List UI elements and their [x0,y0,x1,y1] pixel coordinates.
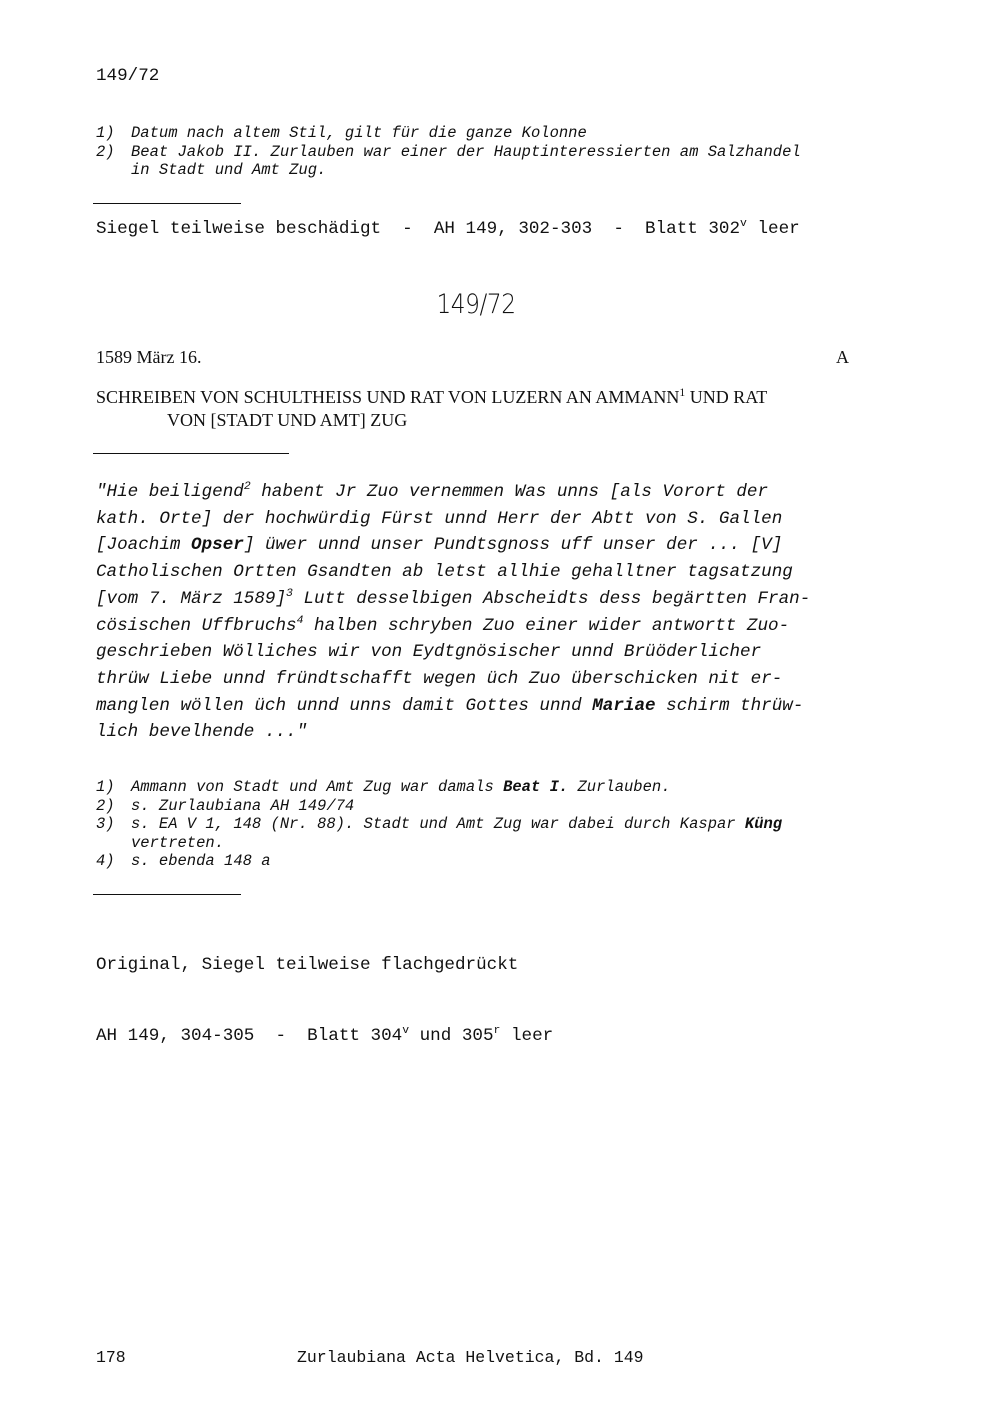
quote-line: cösischen Uffbruchs$^4$ halben schryben Zuo einer wider antwortt Zuo- [96,613,790,636]
footnote-text: Datum nach altem Stil, gilt für die ganze Kolonne [131,124,587,142]
footnote-number: 1) [96,124,115,142]
footnote-number: 2) [96,796,115,815]
quote-line: [Joachim Opser] üwer unnd unser Pundtsgnoss uff unser der ... [V] [96,535,783,556]
separator-rule [93,453,289,454]
quote-line: [vom 7. März 1589]$^3$ Lutt desselbigen Abscheidts dess begärtten Fran- [96,586,811,609]
document-title [96,386,767,432]
previous-source-note: Siegel teilweise beschädigt - AH 149, 302-303 - Blatt 302$^v$ leer [96,217,800,239]
previous-footnotes [96,124,801,180]
footnote: 4) s. ebenda 148 a [96,852,271,871]
page-number: 178 [96,1348,126,1367]
title-line: VON [STADT UND AMT] ZUG [167,410,408,430]
source-line: Original, Siegel teilweise flachgedrückt [96,955,519,975]
footnote [96,143,801,180]
footnote-number: 4) [96,852,115,871]
quote-line: manglen wöllen üch unnd unns damit Gottes unnd Mariae schirm thrüw- [96,695,804,716]
quoted-text [96,479,810,746]
footnote-text: in Stadt und Amt Zug. [131,161,327,180]
source-line: AH 149, 304-305 - Blatt 304$^v$ und 305$^r$ leer [96,1023,554,1046]
footnote-number: 2) [96,142,115,161]
footnote: 1) Ammann von Stadt und Amt Zug war damals Beat I. Zurlauben. [96,778,671,796]
source-note [96,907,553,1072]
footnote: 2) s. Zurlaubiana AH 149/74 [96,796,355,815]
title-line: SCHREIBEN VON SCHULTHEISS UND RAT VON LUZERN AN AMMANN$^1$ UND RAT [96,386,768,407]
quote-line: lich bevelhende ..." [96,722,308,743]
quote-line: thrüw Liebe unnd fründtschafft wegen üch Zuo überschicken nit er- [96,668,783,689]
footnote-number: 1) [96,778,115,796]
document-date: 1589 März 16. [96,347,202,367]
footnote [96,124,801,143]
quote-line: "Hie beiligend$^2$ habent Jr Zuo vernemmen Was unns [als Vorort der [96,480,769,502]
quote-line: Catholischen Ortten Gsandten ab letst allhie gehalltner tagsatzung [96,562,793,583]
separator-rule [93,203,241,204]
footnote-number: 3) [96,815,115,834]
document-letter: A [836,347,849,367]
quote-line: kath. Orte] der hochwürdig Fürst unnd Herr der Abtt von S. Gallen [96,508,783,529]
quote-line: geschrieben Wölliches wir von Eydtgnösischer unnd Brüöderlicher [96,642,762,663]
publication-title: Zurlaubiana Acta Helvetica, Bd. 149 [297,1348,644,1367]
document-number: 149/72 [436,289,516,320]
footnote-text: Beat Jakob II. Zurlauben war einer der Hauptinteressierten am Salzhandel [131,142,801,161]
footnote: 3) s. EA V 1, 148 (Nr. 88). Stadt und Amt Zug war dabei durch Kaspar Küng vertreten. [96,815,783,852]
running-header: 149/72 [96,66,160,86]
document-footnotes [96,778,782,871]
separator-rule [93,894,241,895]
